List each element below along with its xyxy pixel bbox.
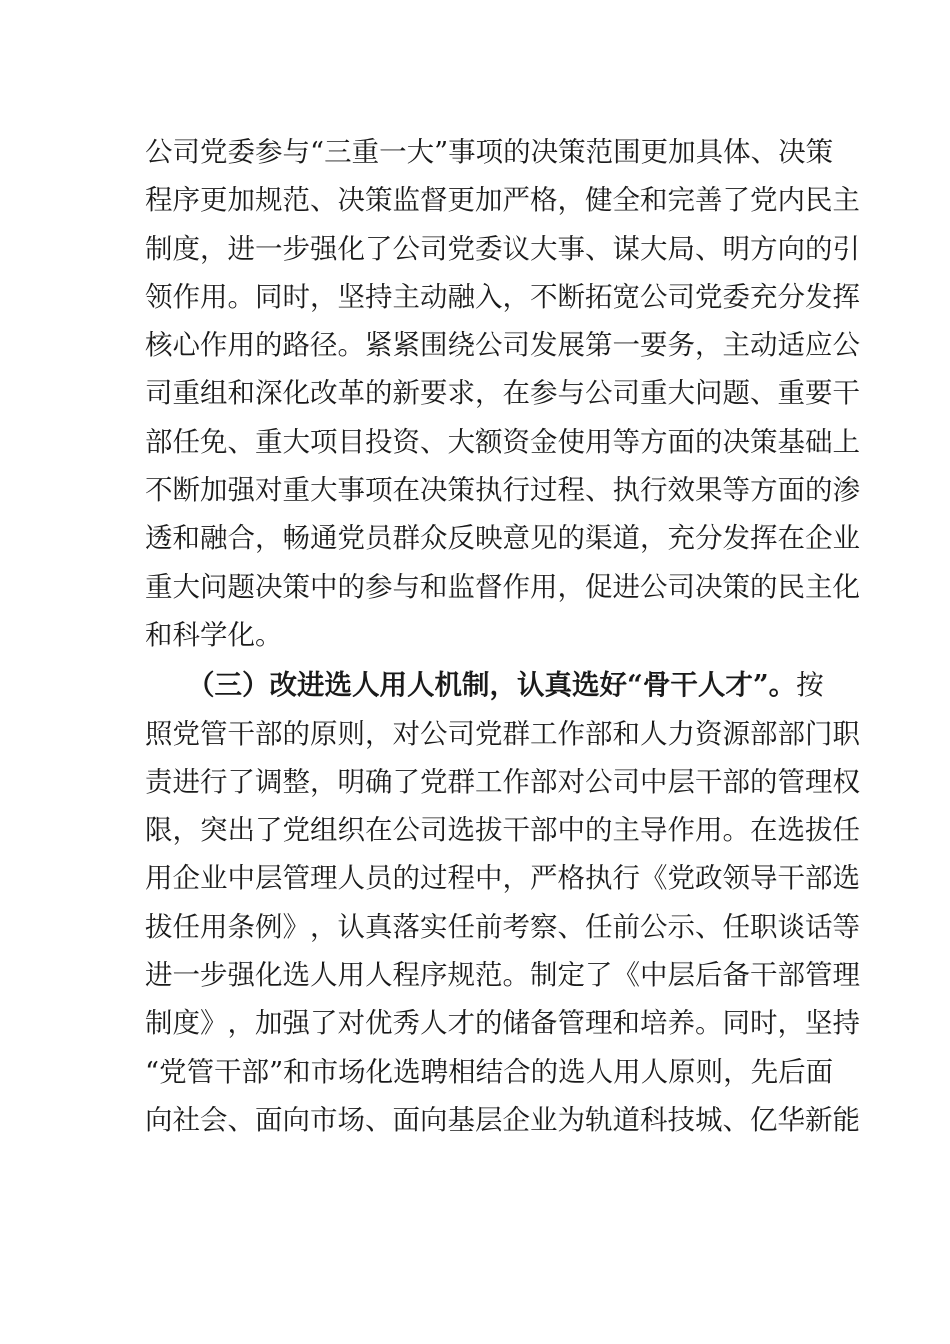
paragraph-line: 照 党 管 干 部 的 原 则 ， 对 公 司 党 群 工 作 部 和 人 力 资 源 部 部 门 职 [145,717,860,750]
paragraph-line: 公 司 党 委 参 与 “ 三 重 一 大 ” 事 项 的 决 策 范 围 更 加 具 体 、 决 策 [145,136,834,168]
paragraph-line: 用 企 业 中 层 管 理 人 员 的 过 程 中 ， 严 格 执 行 《 党 政 领 导 干 部 选 [145,862,860,895]
paragraph-line: 程 序 更 加 规 范 、 决 策 监 督 更 加 严 格 ， 健 全 和 完 善 了 党 内 民 主 [145,184,860,217]
paragraph-line: 责 进 行 了 调 整 ， 明 确 了 党 群 工 作 部 对 公 司 中 层 干 部 的 管 理 权 [145,765,860,798]
paragraph-line: 限 ， 突 出 了 党 组 织 在 公 司 选 拔 干 部 中 的 主 导 作 用 。 在 选 拔 任 [145,814,860,847]
paragraph-line: 重 大 问 题 决 策 中 的 参 与 和 监 督 作 用 ， 促 进 公 司 决 策 的 民 主 化 [145,570,860,603]
paragraph-line: 和科学化。 [145,618,283,651]
paragraph-line: 透 和 融 合 ， 畅 通 党 员 群 众 反 映 意 见 的 渠 道 ， 充 分 发 挥 在 企 业 [145,522,860,555]
paragraph-line: 核 心 作 用 的 路 径 。 紧 紧 围 绕 公 司 发 展 第 一 要 务 ， 主 动 适 应 公 [145,329,860,362]
paragraph-line: 向 社 会 、 面 向 市 场 、 面 向 基 层 企 业 为 轨 道 科 技 城 、 亿 华 新 能 [145,1103,860,1136]
paragraph-2 [145,661,860,1144]
heading-line-tail: 按 [796,669,824,702]
paragraph-heading-line [145,661,824,709]
paragraph-line: 制 度 》 ， 加 强 了 对 优 秀 人 才 的 储 备 管 理 和 培 养 。 同 时 ， 坚 持 [145,1007,860,1040]
paragraph-line: 不 断 加 强 对 重 大 事 项 在 决 策 执 行 过 程 、 执 行 效 果 等 方 面 的 渗 [145,474,860,507]
paragraph-line: 制 度 ， 进 一 步 强 化 了 公 司 党 委 议 大 事 、 谋 大 局 、 明 方 向 的 引 [145,232,860,265]
paragraph-1 [145,128,860,659]
paragraph-line: 司 重 组 和 深 化 改 革 的 新 要 求 ， 在 参 与 公 司 重 大 问 题 、 重 要 干 [145,377,860,410]
paragraph-line: 进 一 步 强 化 选 人 用 人 程 序 规 范 。 制 定 了 《 中 层 后 备 干 部 管 理 [145,959,860,992]
paragraph-line: 部 任 免 、 重 大 项 目 投 资 、 大 额 资 金 使 用 等 方 面 的 决 策 基 础 上 [145,425,860,458]
paragraph-line: 领 作 用 。 同 时 ， 坚 持 主 动 融 入 ， 不 断 拓 宽 公 司 党 委 充 分 发 挥 [145,280,860,313]
document-body [145,128,860,1144]
paragraph-line: 拔 任 用 条 例 》 ， 认 真 落 实 任 前 考 察 、 任 前 公 示 、 任 职 谈 话 等 [145,910,860,943]
section-heading: （三）改进选人用人机制，认真选好“骨干人才”。 [187,669,797,702]
paragraph-line: “ 党 管 干 部 ” 和 市 场 化 选 聘 相 结 合 的 选 人 用 人 原 则 ， 先 后 面 [145,1055,834,1088]
